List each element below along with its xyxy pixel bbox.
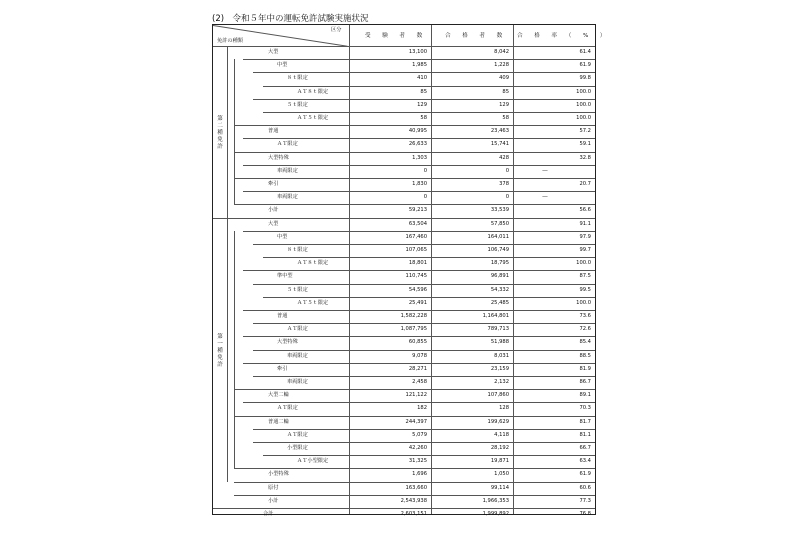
examinee-count: 107,065: [405, 247, 427, 253]
row-label: ５ｔ限定: [287, 286, 308, 293]
examinee-count: 13,100: [408, 49, 427, 55]
row-label: 車両限定: [287, 352, 308, 359]
passer-count: 0: [505, 167, 509, 174]
license-group-label: 第二種免許: [217, 115, 223, 150]
passer-count: 1,966,353: [482, 497, 509, 504]
examinee-count: 129: [417, 101, 427, 108]
examinee-count: 42,260: [408, 445, 427, 451]
row-separator: [234, 152, 595, 153]
header-kubun: 区分: [331, 27, 342, 33]
passer-count: 51,988: [490, 339, 509, 346]
row-label: 大型二輪: [268, 392, 289, 399]
examinee-count: 1,087,795: [400, 326, 427, 333]
row-label: 中型: [277, 62, 288, 69]
row-label: 準中型: [277, 273, 293, 280]
pass-rate: 72.6: [579, 326, 591, 333]
passer-count: 199,629: [487, 418, 509, 425]
passer-count: 1,164,801: [482, 313, 509, 319]
row-label: ＡＴ小型限定: [297, 458, 329, 465]
examinee-count: 2,458: [412, 379, 427, 385]
passer-count: 129: [499, 101, 509, 108]
pass-rate: ―: [542, 167, 548, 174]
passer-count: 58: [502, 115, 509, 121]
passer-count: 25,485: [490, 299, 509, 306]
examinee-count: 1,985: [412, 62, 427, 69]
pass-rate: 100.0: [576, 299, 591, 306]
passer-count: 8,042: [494, 49, 509, 55]
passer-count: 15,741: [490, 141, 509, 148]
subgroup-divider: [234, 231, 235, 469]
row-separator: [243, 165, 595, 166]
passer-count: 1,050: [494, 471, 509, 478]
examinee-count: 244,397: [405, 418, 427, 425]
pass-rate: 73.6: [579, 313, 591, 319]
row-separator: [243, 191, 595, 192]
pass-rate: 77.3: [579, 497, 591, 504]
row-separator: [234, 416, 595, 417]
header-examinees: 受 験 者 数: [365, 33, 426, 39]
passer-count: 33,539: [490, 207, 509, 214]
pass-rate: 87.5: [579, 273, 591, 280]
examinee-count: 40,995: [408, 128, 427, 135]
examinee-count: 410: [417, 75, 427, 82]
row-label: 普通二輪: [268, 418, 289, 425]
examinee-count: 26,633: [408, 141, 427, 148]
examinee-count: 2,543,938: [400, 497, 427, 504]
pass-rate: 56.6: [579, 207, 591, 214]
row-label: 大型: [268, 49, 279, 55]
row-label: 小型特殊: [268, 471, 289, 478]
total-pass: 1,999,892: [482, 511, 509, 517]
pass-rate: 61.9: [579, 471, 591, 478]
row-separator: [253, 442, 595, 443]
examinee-count: 1,303: [412, 154, 427, 161]
row-label: 牽引: [268, 181, 279, 187]
pass-rate: 60.6: [579, 484, 591, 491]
passer-count: 428: [499, 154, 509, 161]
pass-rate: 61.9: [579, 62, 591, 69]
row-separator: [243, 231, 595, 232]
passer-count: 106,749: [487, 247, 509, 253]
examinee-count: 58: [420, 115, 427, 121]
row-label: ＡＴ８ｔ限定: [297, 88, 329, 95]
passer-count: 28,192: [490, 445, 509, 451]
row-label: 大型: [268, 220, 279, 227]
pass-rate: 81.1: [579, 431, 591, 438]
license-group-label: 第一種免許: [217, 333, 223, 368]
passer-count: 2,132: [494, 379, 509, 385]
row-separator: [213, 46, 595, 47]
row-separator: [213, 218, 595, 219]
row-separator: [263, 455, 595, 456]
passer-count: 23,463: [490, 128, 509, 135]
examinee-count: 31,325: [408, 458, 427, 465]
row-label: 車両限定: [277, 194, 298, 201]
examinee-count: 182: [417, 405, 427, 412]
examinee-count: 18,801: [408, 260, 427, 267]
passer-count: 128: [499, 405, 509, 412]
row-separator: [234, 204, 595, 205]
examinee-count: 54,596: [408, 286, 427, 293]
row-label: 車両限定: [277, 167, 298, 174]
row-separator: [243, 336, 595, 337]
pass-rate: 32.8: [579, 154, 591, 161]
row-label: 普通: [268, 128, 279, 135]
pass-rate: 91.1: [579, 220, 591, 227]
examinee-count: 25,491: [408, 299, 427, 306]
examinee-count: 59,213: [408, 207, 427, 214]
row-separator: [243, 138, 595, 139]
row-separator: [234, 495, 595, 496]
exam-results-table: [212, 24, 609, 517]
pass-rate: 100.0: [576, 101, 591, 108]
passer-count: 19,871: [490, 458, 509, 465]
row-label: ８ｔ限定: [287, 75, 308, 82]
examinee-count: 121,122: [405, 392, 427, 399]
row-label: 中型: [277, 233, 288, 240]
row-separator: [243, 402, 595, 403]
examinee-count: 63,504: [408, 220, 427, 227]
row-separator: [253, 244, 595, 245]
examinee-count: 0: [423, 167, 427, 174]
row-label: 小計: [268, 497, 279, 504]
row-label: ５ｔ限定: [287, 101, 308, 108]
pass-rate: 63.4: [579, 458, 591, 465]
pass-rate: 100.0: [576, 260, 591, 267]
examinee-count: 1,830: [412, 181, 427, 187]
pass-rate: 99.7: [579, 247, 591, 253]
group-divider: [227, 218, 228, 482]
pass-rate: 99.5: [579, 286, 591, 293]
subgroup-divider: [234, 59, 235, 204]
pass-rate: 88.5: [579, 352, 591, 359]
row-separator: [234, 125, 595, 126]
total-rate: 76.8: [579, 511, 591, 517]
pass-rate: ―: [542, 194, 548, 201]
total-label: 合計: [263, 511, 274, 517]
row-label: ＡＴ８ｔ限定: [297, 260, 329, 267]
row-separator: [234, 468, 595, 469]
passer-count: 4,118: [494, 431, 509, 438]
passer-count: 57,850: [490, 220, 509, 227]
row-label: ＡＴ限定: [277, 141, 298, 148]
passer-count: 99,114: [490, 484, 509, 491]
row-separator: [253, 99, 595, 100]
row-label: 小計: [268, 207, 279, 214]
row-label: 大型特殊: [277, 339, 298, 346]
pass-rate: 59.1: [579, 141, 591, 148]
row-label: ＡＴ５ｔ限定: [297, 115, 329, 121]
row-label: 車両限定: [287, 379, 308, 385]
row-separator: [253, 429, 595, 430]
row-separator: [263, 297, 595, 298]
pass-rate: 70.3: [579, 405, 591, 412]
passer-count: 54,332: [490, 286, 509, 293]
header-passers: 合 格 者 数: [445, 33, 506, 39]
row-separator: [243, 59, 595, 60]
group-divider: [227, 46, 228, 218]
pass-rate: 97.9: [579, 233, 591, 240]
pass-rate: 100.0: [576, 115, 591, 121]
passer-count: 378: [499, 181, 509, 187]
examinee-count: 28,271: [408, 365, 427, 372]
row-label: ＡＴ限定: [287, 431, 308, 438]
pass-rate: 100.0: [576, 88, 591, 95]
examinee-count: 85: [420, 88, 427, 95]
row-separator: [253, 284, 595, 285]
examinee-count: 1,582,228: [400, 313, 427, 319]
row-label: ＡＴ限定: [287, 326, 308, 333]
pass-rate: 85.4: [579, 339, 591, 346]
row-separator: [263, 86, 595, 87]
row-separator: [253, 350, 595, 351]
row-label: 牽引: [277, 365, 288, 372]
row-separator: [253, 72, 595, 73]
passer-count: 96,891: [490, 273, 509, 280]
row-label: ＡＴ限定: [277, 405, 298, 412]
row-label: ＡＴ５ｔ限定: [297, 299, 329, 306]
pass-rate: 66.7: [579, 445, 591, 451]
total-separator: [213, 508, 595, 509]
row-label: 普通: [277, 313, 288, 319]
row-separator: [234, 389, 595, 390]
examinee-count: 9,078: [412, 352, 427, 359]
row-separator: [253, 376, 595, 377]
row-label: 原付: [268, 484, 279, 491]
examinee-count: 60,855: [408, 339, 427, 346]
row-separator: [253, 323, 595, 324]
passer-count: 85: [502, 88, 509, 95]
pass-rate: 81.7: [579, 418, 591, 425]
examinee-count: 163,660: [405, 484, 427, 491]
pass-rate: 81.9: [579, 365, 591, 372]
header-license-type: 免許の種類: [217, 38, 243, 44]
row-separator: [243, 363, 595, 364]
passer-count: 1,228: [494, 62, 509, 69]
pass-rate: 57.2: [579, 128, 591, 135]
pass-rate: 86.7: [579, 379, 591, 385]
passer-count: 8,031: [494, 352, 509, 359]
examinee-count: 5,079: [412, 431, 427, 438]
row-separator: [243, 310, 595, 311]
row-label: ８ｔ限定: [287, 247, 308, 253]
pass-rate: 61.4: [579, 49, 591, 55]
row-separator: [243, 270, 595, 271]
examinee-count: 110,745: [405, 273, 427, 280]
passer-count: 107,860: [487, 392, 509, 399]
pass-rate: 99.8: [579, 75, 591, 82]
row-separator: [234, 178, 595, 179]
row-separator: [263, 112, 595, 113]
examinee-count: 1,696: [412, 471, 427, 478]
row-separator: [263, 257, 595, 258]
passer-count: 164,011: [487, 233, 509, 240]
total-exam: 2,603,151: [400, 511, 427, 517]
page-title: (2) 令和５年中の運転免許試験実施状況: [212, 14, 369, 24]
examinee-count: 167,460: [405, 233, 427, 240]
row-label: 小型限定: [287, 445, 308, 451]
row-label: 大型特殊: [268, 154, 289, 161]
row-separator: [234, 482, 595, 483]
pass-rate: 20.7: [579, 181, 591, 187]
passer-count: 409: [499, 75, 509, 82]
header-pass-rate: 合 格 率 （ % ）: [517, 33, 609, 39]
passer-count: 0: [505, 194, 509, 201]
examinee-count: 0: [423, 194, 427, 201]
passer-count: 18,795: [490, 260, 509, 267]
passer-count: 23,159: [490, 365, 509, 372]
pass-rate: 89.1: [579, 392, 591, 399]
passer-count: 789,713: [487, 326, 509, 333]
